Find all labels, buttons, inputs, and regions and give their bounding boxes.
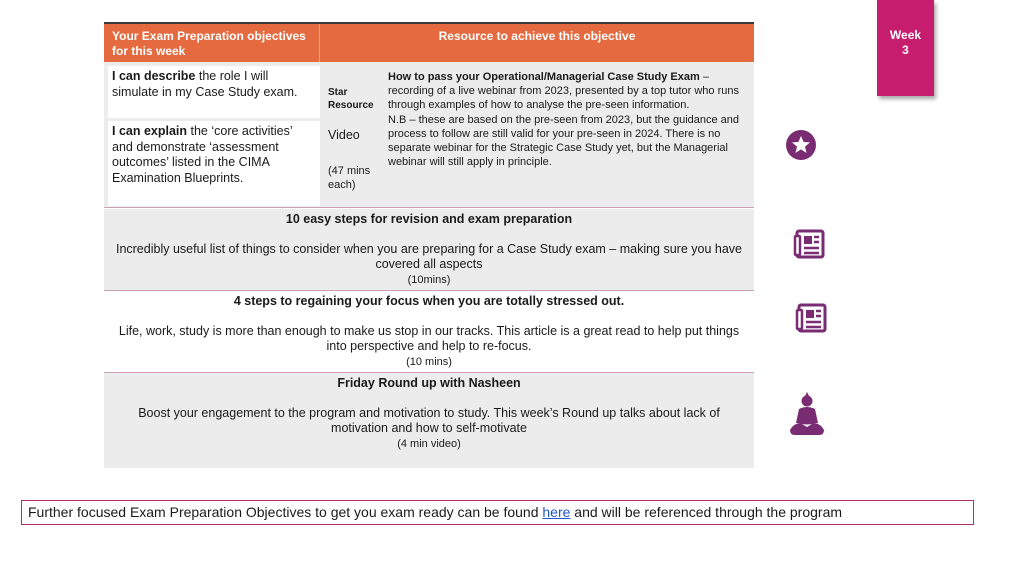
resource-title[interactable]: 10 easy steps for revision and exam preparation xyxy=(285,212,573,226)
footer-text: Further focused Exam Preparation Objectives to get you exam ready can be found xyxy=(28,504,543,520)
star-icon xyxy=(785,129,817,161)
objective-verb: I can explain xyxy=(112,124,188,138)
resource-description xyxy=(388,70,750,169)
resource-row-roundup xyxy=(104,373,754,468)
table-header xyxy=(104,24,754,62)
objective-describe xyxy=(108,66,320,118)
resource-body: Boost your engagement to the program and motivation to study. This week’s Round up talks about lack of motivation and how to self-motivate xyxy=(138,405,720,435)
objective-text: the ‘core activities’ and demonstrate ‘assessment outcomes’ listed in the CIMA Examination Blueprints. xyxy=(112,124,293,185)
footer-text-end: and will be referenced through the program xyxy=(570,504,843,520)
resource-duration: (47 mins each) xyxy=(328,165,371,191)
objectives-column-header: Your Exam Preparation objectives for this week xyxy=(104,24,320,62)
objective-explain xyxy=(108,121,320,206)
star-resource-badge: Star Resource xyxy=(328,87,374,111)
resource-body: Life, work, study is more than enough to make us stop in our tracks. This article is a great read to help put things into perspective and help to re-focus. xyxy=(118,323,740,353)
star-resource-row xyxy=(104,62,754,208)
footer-note xyxy=(21,500,974,525)
resource-row-focus xyxy=(104,291,754,373)
week-tab xyxy=(877,0,934,96)
resource-title[interactable]: 4 steps to regaining your focus when you are totally stressed out. xyxy=(233,294,625,308)
resource-row-revision xyxy=(104,209,754,291)
resource-note: N.B – these are based on the pre-seen from 2023, but the guidance and process to follow are still valid for your pre-seen in 2024. There is no separate webinar for the Strategic Case Study yet, but the Managerial webinar will still apply in principle. xyxy=(388,113,740,169)
resource-duration: (10mins) xyxy=(407,273,451,286)
resource-title[interactable]: Friday Round up with Nasheen xyxy=(337,376,521,390)
article-icon xyxy=(793,227,827,261)
week-number: 3 xyxy=(902,43,909,57)
week-label: Week xyxy=(889,28,922,42)
resource-title[interactable]: How to pass your Operational/Managerial Case Study Exam xyxy=(388,71,700,83)
here-link[interactable]: here xyxy=(542,504,571,520)
meditation-icon xyxy=(786,390,828,438)
article-icon xyxy=(795,301,829,335)
resource-column-header: Resource to achieve this objective xyxy=(438,29,636,43)
resource-duration: (4 min video) xyxy=(397,437,461,450)
resource-type-label: Video xyxy=(328,128,360,142)
resource-type-cell xyxy=(322,66,384,206)
resource-duration: (10 mins) xyxy=(406,355,452,368)
objective-text: the role I will simulate in my Case Study exam. xyxy=(112,69,298,99)
objective-verb: I can describe xyxy=(112,69,196,83)
objectives-table xyxy=(104,22,754,468)
resource-summary: – recording of a live webinar from 2023, presented by a top tutor who runs through examples of how to analyse the pre-seen information. xyxy=(388,71,739,112)
resource-body: Incredibly useful list of things to consider when you are preparing for a Case Study exam – making sure you have covered all aspects xyxy=(115,241,743,271)
